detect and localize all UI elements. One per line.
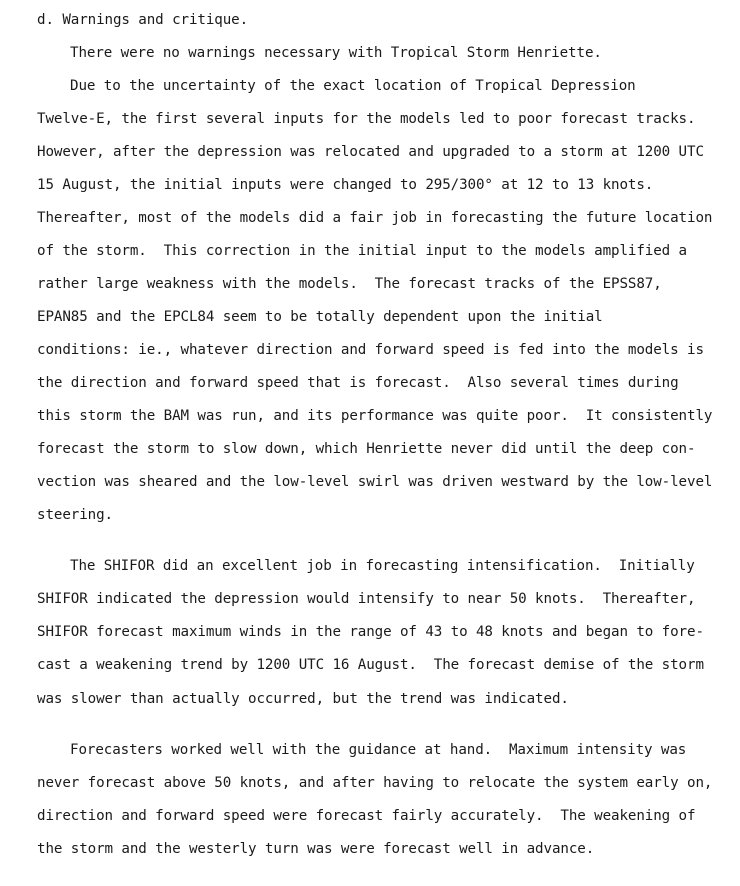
paragraph-2-line-6: of the storm. This correction in the initial input to the models amplified a xyxy=(37,243,688,259)
paragraph-2-line-13: vection was sheared and the low-level swirl was driven westward by the low-level xyxy=(37,474,713,490)
paragraph-2-line-7: rather large weakness with the models. The forecast tracks of the EPSS87, xyxy=(37,276,662,292)
paragraph-2-line-3: However, after the depression was relocated and upgraded to a storm at 1200 UTC xyxy=(37,144,704,160)
paragraph-3-line-3: SHIFOR forecast maximum winds in the range of 43 to 48 knots and began to fore- xyxy=(37,624,704,640)
paragraph-4-line-2: never forecast above 50 knots, and after having to relocate the system early on, xyxy=(37,775,713,791)
paragraph-3-line-5: was slower than actually occurred, but the trend was indicated. xyxy=(37,691,569,707)
paragraph-2-line-5: Thereafter, most of the models did a fair job in forecasting the future location xyxy=(37,210,713,226)
paragraph-3-line-1: The SHIFOR did an excellent job in forecasting intensification. Initially xyxy=(70,558,695,574)
paragraph-2-line-9: conditions: ie., whatever direction and forward speed is fed into the models is xyxy=(37,342,704,358)
paragraph-3-line-4: cast a weakening trend by 1200 UTC 16 August. The forecast demise of the storm xyxy=(37,657,704,673)
paragraph-2-line-2: Twelve-E, the first several inputs for the models led to poor forecast tracks. xyxy=(37,111,696,127)
paragraph-2-line-1: Due to the uncertainty of the exact location of Tropical Depression xyxy=(70,78,636,94)
paragraph-3-line-2: SHIFOR indicated the depression would intensify to near 50 knots. Thereafter, xyxy=(37,591,696,607)
paragraph-4-line-3: direction and forward speed were forecast fairly accurately. The weakening of xyxy=(37,808,696,824)
paragraph-2-line-10: the direction and forward speed that is forecast. Also several times during xyxy=(37,375,679,391)
paragraph-2-line-4: 15 August, the initial inputs were changed to 295/300° at 12 to 13 knots. xyxy=(37,177,654,193)
paragraph-2-line-11: this storm the BAM was run, and its performance was quite poor. It consistently xyxy=(37,408,713,424)
paragraph-2-line-12: forecast the storm to slow down, which Henriette never did until the deep con- xyxy=(37,441,696,457)
paragraph-1-line-1: There were no warnings necessary with Tropical Storm Henriette. xyxy=(70,45,602,61)
paragraph-4-line-4: the storm and the westerly turn was were forecast well in advance. xyxy=(37,841,595,857)
paragraph-4-line-1: Forecasters worked well with the guidance at hand. Maximum intensity was xyxy=(70,742,687,758)
paragraph-2-line-8: EPAN85 and the EPCL84 seem to be totally dependent upon the initial xyxy=(37,309,603,325)
paragraph-2-line-14: steering. xyxy=(37,507,113,523)
section-heading: d. Warnings and critique. xyxy=(37,12,249,28)
